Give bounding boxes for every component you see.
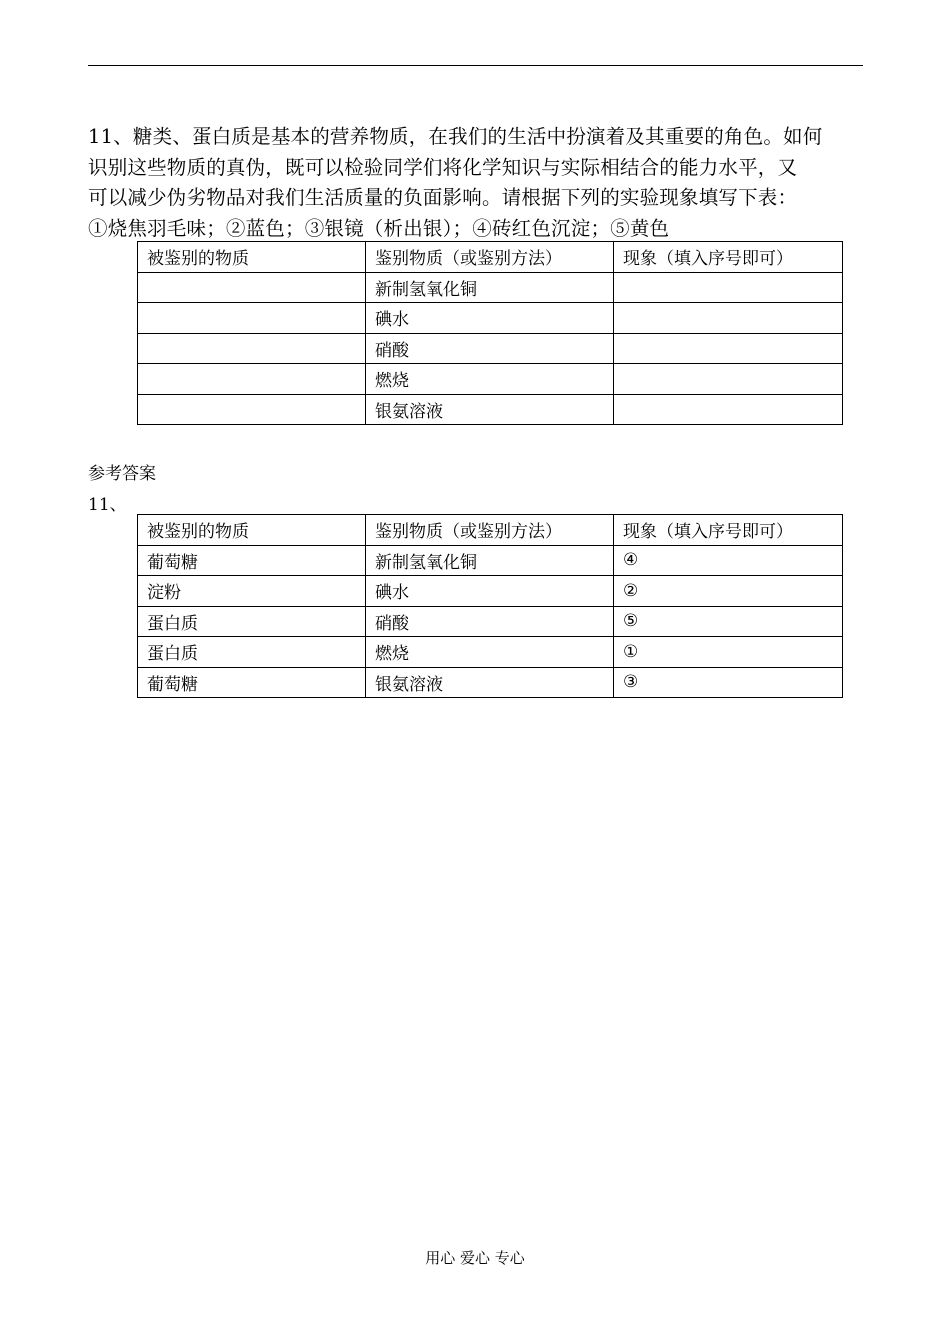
phenomenon-cell: ③: [614, 667, 843, 698]
table-row: [138, 303, 843, 334]
method-cell: 新制氢氧化铜: [366, 272, 614, 303]
substance-cell[interactable]: [138, 303, 366, 334]
header-cell-phenomenon: 现象（填入序号即可）: [614, 515, 843, 546]
phenomenon-cell: ④: [614, 545, 843, 576]
phenomenon-cell: ①: [614, 637, 843, 668]
page-footer: 用心 爱心 专心: [425, 1249, 525, 1267]
table-row: [138, 576, 843, 607]
answer-table: [137, 514, 843, 698]
question-line: 可以减少伪劣物品对我们生活质量的负面影响。请根据下列的实验现象填写下表：: [88, 186, 798, 209]
question-line: ①烧焦羽毛味；②蓝色；③银镜（析出银）；④砖红色沉淀；⑤黄色: [88, 216, 670, 240]
question-line: 11、糖类、蛋白质是基本的营养物质，在我们的生活中扮演着及其重要的角色。如何: [88, 125, 823, 148]
table-row: [138, 333, 843, 364]
substance-cell: 蛋白质: [138, 637, 366, 668]
answer-question-number: 11、: [88, 495, 127, 515]
table-row: [138, 606, 843, 637]
phenomenon-cell[interactable]: [614, 394, 843, 425]
phenomenon-cell: ②: [614, 576, 843, 607]
header-cell-phenomenon: 现象（填入序号即可）: [614, 242, 843, 273]
method-cell: 碘水: [366, 576, 614, 607]
substance-cell[interactable]: [138, 364, 366, 395]
phenomenon-cell[interactable]: [614, 333, 843, 364]
method-cell: 银氨溶液: [366, 667, 614, 698]
header-rule: [88, 65, 863, 66]
table-row: [138, 667, 843, 698]
question-table: [137, 241, 843, 425]
method-cell: 碘水: [366, 303, 614, 334]
method-cell: 燃烧: [366, 364, 614, 395]
substance-cell[interactable]: [138, 333, 366, 364]
question-line: 识别这些物质的真伪，既可以检验同学们将化学知识与实际相结合的能力水平，又: [88, 155, 798, 179]
substance-cell[interactable]: [138, 272, 366, 303]
phenomenon-cell[interactable]: [614, 364, 843, 395]
method-cell: 硝酸: [366, 606, 614, 637]
substance-cell: 葡萄糖: [138, 545, 366, 576]
method-cell: 燃烧: [366, 637, 614, 668]
substance-cell: 蛋白质: [138, 606, 366, 637]
table-row: [138, 637, 843, 668]
question-text: [88, 122, 868, 244]
header-cell-substance: 被鉴别的物质: [138, 515, 366, 546]
substance-cell: 淀粉: [138, 576, 366, 607]
method-cell: 新制氢氧化铜: [366, 545, 614, 576]
table-header-row: [138, 242, 843, 273]
phenomenon-cell[interactable]: [614, 272, 843, 303]
table-row: [138, 545, 843, 576]
substance-cell: 葡萄糖: [138, 667, 366, 698]
substance-cell[interactable]: [138, 394, 366, 425]
header-cell-substance: 被鉴别的物质: [138, 242, 366, 273]
header-cell-method: 鉴别物质（或鉴别方法）: [366, 515, 614, 546]
table-row: [138, 394, 843, 425]
method-cell: 硝酸: [366, 333, 614, 364]
answer-title: 参考答案: [88, 464, 156, 484]
phenomenon-cell: ⑤: [614, 606, 843, 637]
phenomenon-cell[interactable]: [614, 303, 843, 334]
header-cell-method: 鉴别物质（或鉴别方法）: [366, 242, 614, 273]
table-row: [138, 364, 843, 395]
table-row: [138, 272, 843, 303]
method-cell: 银氨溶液: [366, 394, 614, 425]
table-header-row: [138, 515, 843, 546]
